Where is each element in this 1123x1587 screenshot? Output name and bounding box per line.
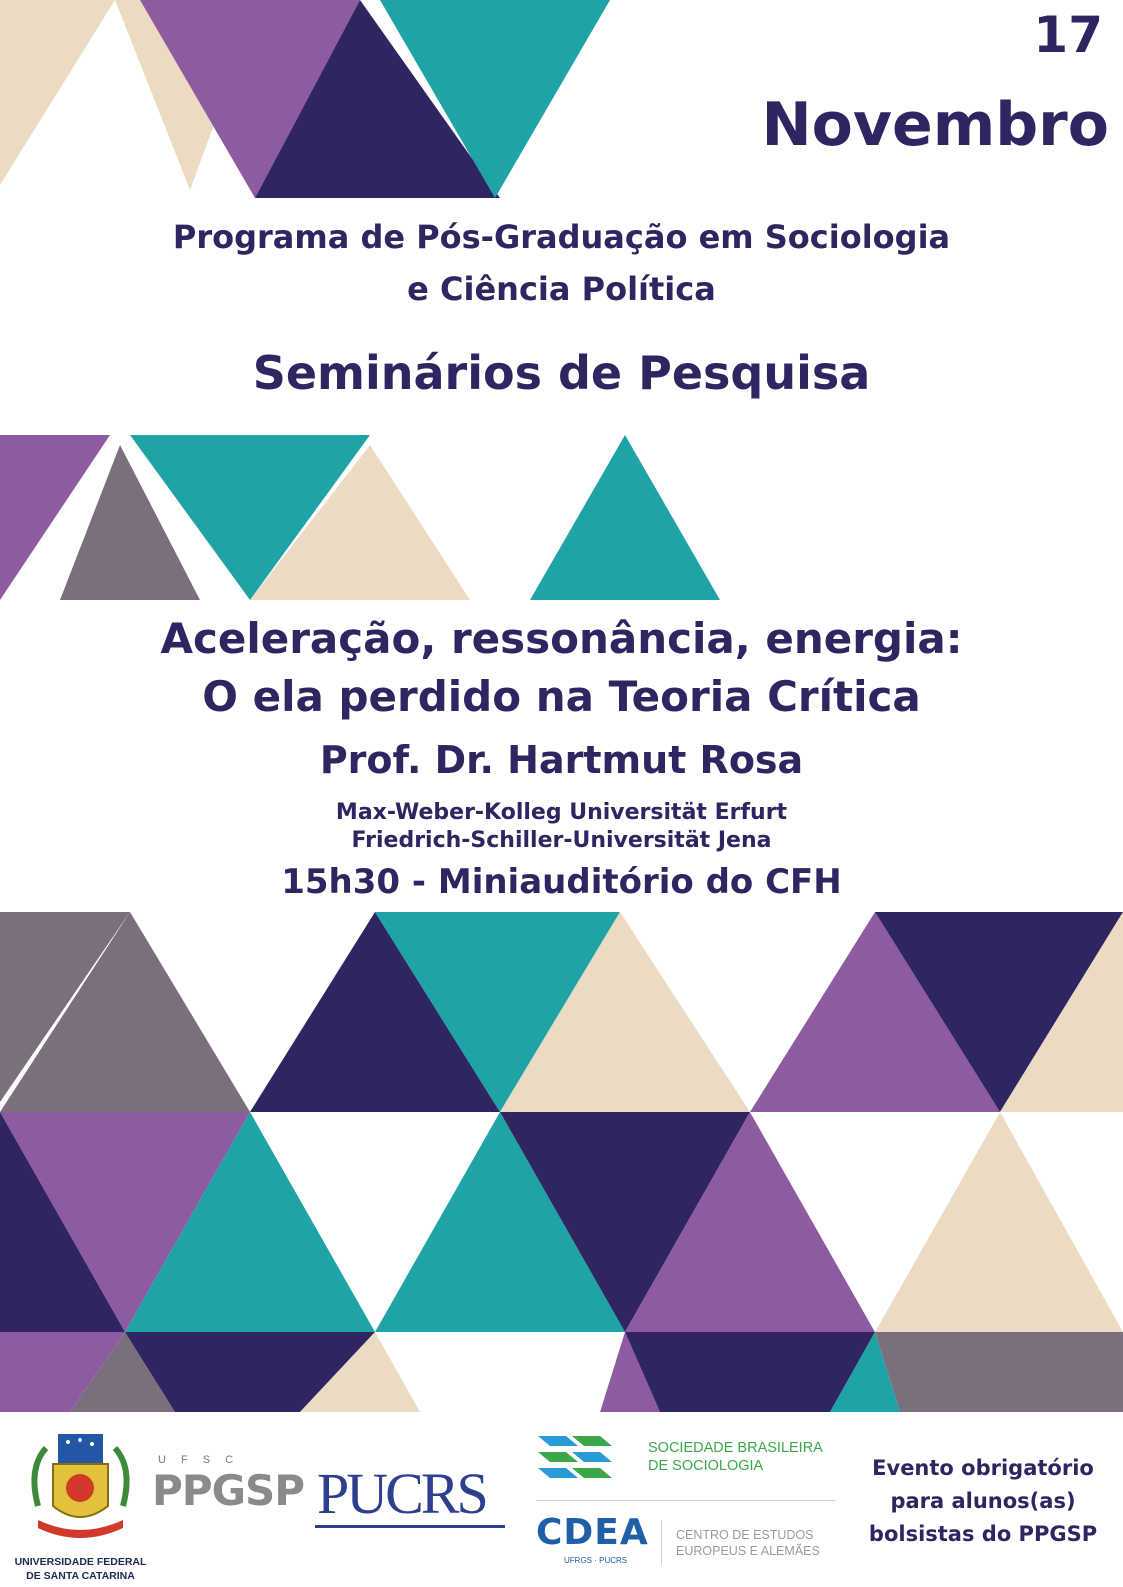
sbs-name-line1: SOCIEDADE BRASILEIRA (648, 1440, 823, 1456)
middle-triangle-pattern (0, 435, 1123, 600)
sbs-name-line2: DE SOCIOLOGIA (648, 1458, 764, 1474)
ppgsp-wordmark: PPGSP (152, 1466, 305, 1515)
cdea-wordmark: CDEA (536, 1512, 649, 1553)
talk-title-line1: Aceleração, ressonância, energia: (160, 614, 963, 663)
logo-divider (536, 1500, 836, 1501)
program-name-line1: Programa de Pós-Graduação em Sociologia (172, 218, 951, 256)
pucrs-wordmark: PUCRS (317, 1461, 486, 1526)
ufsc-crest-icon (8, 1428, 153, 1553)
program-name-line2: e Ciência Política (407, 270, 716, 308)
sbs-logo (538, 1430, 823, 1488)
cdea-sub-label: UFRGS · PUCRS (564, 1556, 628, 1565)
ufsc-logo (8, 1428, 153, 1587)
ppgsp-ufsc-label: U F S C (158, 1454, 240, 1466)
attendance-notice (858, 1452, 1108, 1551)
cdea-divider (661, 1520, 662, 1565)
time-and-location: 15h30 - Miniauditório do CFH (281, 862, 842, 902)
cdea-logo (536, 1510, 836, 1580)
pucrs-logo (315, 1458, 505, 1528)
talk-title-line2: O ela perdido na Teoria Crítica (202, 672, 921, 721)
sbs-symbol-icon (538, 1432, 633, 1484)
cdea-desc-line1: CENTRO DE ESTUDOS (676, 1528, 814, 1542)
notice-line3: bolsistas do PPGSP (868, 1522, 1098, 1546)
seminar-title: Seminários de Pesquisa (252, 346, 871, 400)
ufsc-name-line1: UNIVERSIDADE FEDERAL (14, 1556, 147, 1568)
speaker-affiliation: Max-Weber-Kolleg Universität Erfurt (335, 800, 788, 825)
notice-line2: para alunos(as) (890, 1489, 1076, 1513)
bottom-triangle-pattern (0, 912, 1123, 1412)
cdea-desc-line2: EUROPEUS E ALEMÃES (676, 1544, 820, 1558)
notice-line1: Evento obrigatório (872, 1456, 1094, 1480)
event-month: Novembro (761, 90, 1109, 160)
event-day: 17 (1033, 6, 1103, 64)
speaker-affiliation: Friedrich-Schiller-Universität Jena (351, 828, 772, 853)
ufsc-name-line2: DE SANTA CATARINA (26, 1570, 135, 1582)
speaker-name: Prof. Dr. Hartmut Rosa (319, 738, 804, 782)
ppgsp-logo (152, 1454, 305, 1526)
